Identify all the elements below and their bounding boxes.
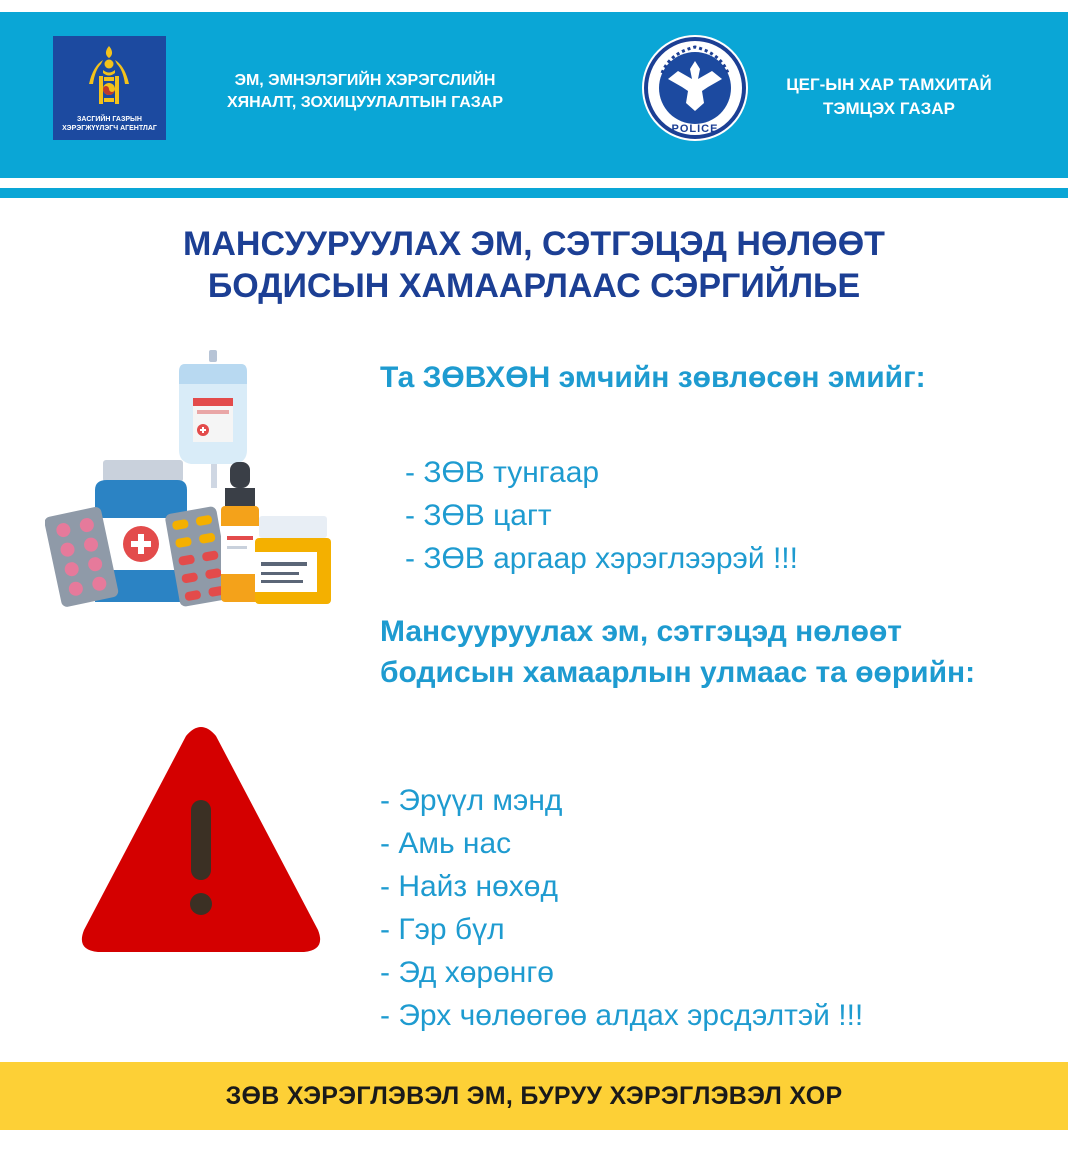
list-item: - Эрүүл мэнд	[380, 784, 563, 817]
footer-banner	[0, 1062, 1068, 1130]
list-item: - Эрх чөлөөгөө алдах эрсдэлтэй !!!	[380, 999, 864, 1032]
org-name-medicines-agency	[180, 70, 550, 114]
org1-line: ЭМ, ЭМНЭЛЭГИЙН ХЭРЭГСЛИЙН	[234, 72, 496, 89]
instructions-heading: Та ЗӨВХӨН эмчийн зөвлөсөн эмийг:	[380, 361, 926, 394]
police-emblem-icon	[640, 33, 750, 143]
medicine-bottles-icon	[45, 350, 335, 612]
agency-logo	[53, 36, 166, 140]
list-item: - ЗӨВ тунгаар	[405, 456, 600, 489]
title-line: МАНСУУРУУЛАХ ЭМ, СЭТГЭЦЭД НӨЛӨӨТ	[183, 225, 885, 263]
title-line: БОДИСЫН ХАМААРЛААС СЭРГИЙЛЬЕ	[207, 267, 861, 305]
header-divider	[0, 178, 1068, 188]
police-logo-label: POLICE	[671, 123, 719, 135]
list-item: - Гэр бүл	[380, 913, 505, 946]
org-name-police-department	[758, 73, 1020, 121]
agency-logo-caption	[55, 115, 164, 133]
list-item: - ЗӨВ цагт	[405, 499, 552, 532]
risks-heading: Мансууруулах эм, сэтгэцэд нөлөөт бодисын хамаарлын улмаас та өөрийн:	[380, 615, 976, 689]
footer-slogan: ЗӨВ ХЭРЭГЛЭВЭЛ ЭМ, БУРУУ ХЭРЭГЛЭВЭЛ ХОР	[225, 1081, 843, 1110]
agency-caption-line: ХЭРЭГЖҮҮЛЭГЧ АГЕНТЛАГ	[62, 125, 157, 132]
warning-triangle-icon	[78, 724, 324, 956]
list-item: - Эд хөрөнгө	[380, 956, 554, 989]
agency-caption-line: ЗАСГИЙН ГАЗРЫН	[77, 116, 142, 123]
list-item: - Найз нөхөд	[380, 870, 558, 903]
org2-line: ТЭМЦЭХ ГАЗАР	[823, 99, 955, 118]
header-stripe	[0, 188, 1068, 198]
list-item: - ЗӨВ аргаар хэрэглээрэй !!!	[405, 542, 798, 575]
instructions-list	[405, 451, 798, 580]
org2-line: ЦЕГ-ЫН ХАР ТАМХИТАЙ	[786, 75, 992, 94]
page-title	[0, 223, 1068, 307]
list-item: - Амь нас	[380, 827, 512, 860]
risks-list	[380, 779, 863, 1037]
org1-line: ХЯНАЛТ, ЗОХИЦУУЛАЛТЫН ГАЗАР	[226, 94, 504, 111]
